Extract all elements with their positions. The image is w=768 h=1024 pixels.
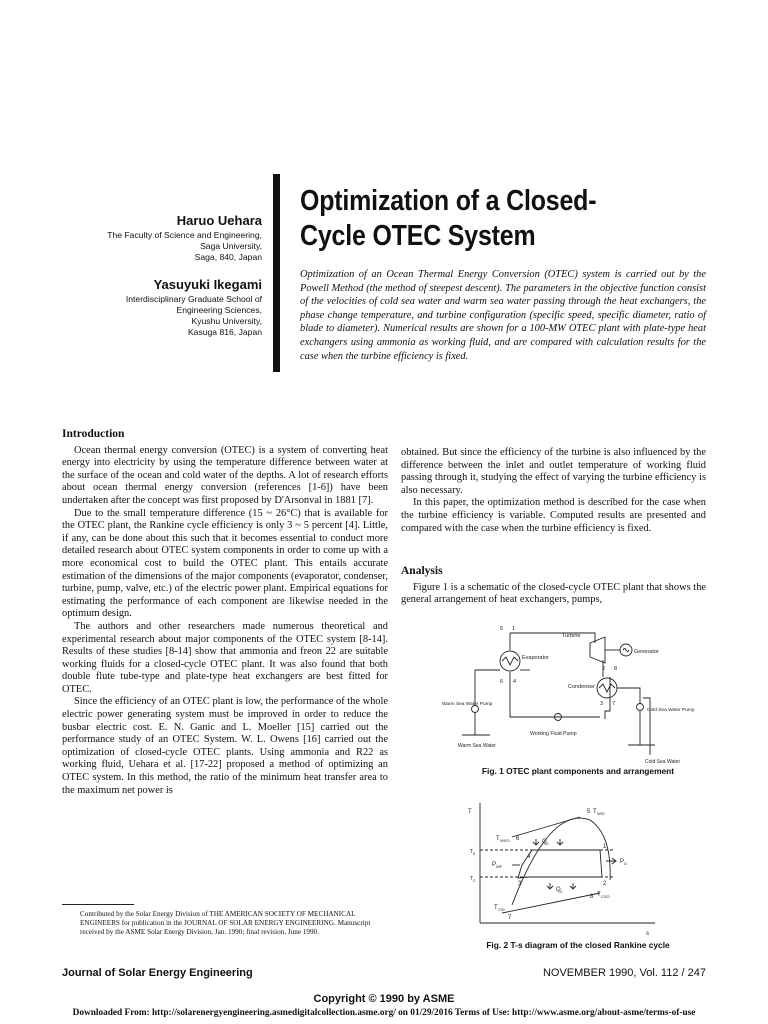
copyright: Copyright © 1990 by ASME <box>313 993 455 1005</box>
warm-water-line <box>475 670 500 705</box>
abstract: Optimization of an Ocean Thermal Energy Conversion (OTEC) system is carried out by the Powell Method (the method of steepest descent). The parameters in the objective function consist of the velocities of cold sea water and warm sea water passing through the heat exchangers, the phase change temperature, and turbine configuration (specific speed, specific diameter, ratio of blade to diameter). Numerical results are shown for a 100-MW OTEC plant with plate-type heat exchangers using ammonia as working fluid, and are compared with calculation results for the case when the turbine efficiency is fixed. <box>300 269 706 362</box>
author-2 <box>80 277 262 338</box>
cold-pump-circle <box>637 704 644 711</box>
paragraph: obtained. But since the efficiency of the turbine is also influenced by the difference between the inlet and outlet temperature of working fluid passing through it, studying the effect of varying the turbine efficiency is also necessary. <box>401 447 706 496</box>
paragraph: Since the efficiency of an OTEC plant is low, the performance of the whole electric power generating system must be improved in order to reduce the busbar electric cost. E. N. Ganic and L. Moeller [15] carried out the performance study of an OTEC System. W. L. Owens [16] carried out the optimization of closed-cycle OTEC plants. Using ammonia and R22 as working fluid, Uehara et al. [17-22] proposed a method of optimizing an OTEC system. In this method, the ratio of the minimum heat transfer area to the maximum net power is <box>62 696 388 796</box>
state-5: 5 <box>587 809 591 815</box>
footnote-rule <box>62 904 134 905</box>
label-qe: Q <box>542 839 547 845</box>
state-8: 8 <box>590 894 594 900</box>
author-name: Haruo Uehara <box>176 213 262 228</box>
cold-water-out <box>643 698 650 755</box>
label-tc-sub: C <box>473 879 476 883</box>
label-pwf: P <box>492 862 497 868</box>
label-cold-water: Cold Sea Water <box>645 759 681 765</box>
affiliation-line: Saga, 840, Japan <box>194 252 262 262</box>
figure-2-caption: Fig. 2 T-s diagram of the closed Rankine cycle <box>486 940 670 950</box>
label-pwf-sub: WF <box>496 864 503 869</box>
warm-water-line <box>512 817 580 837</box>
affiliation-line: Interdisciplinary Graduate School of <box>125 294 262 304</box>
state-6: 6 <box>500 679 504 685</box>
axis-label-t: T <box>468 809 472 815</box>
label-warm-water: Warm Sea Water <box>458 743 496 749</box>
label-tws: T <box>593 809 597 815</box>
state-7: 7 <box>612 701 616 707</box>
section-heading: Analysis <box>401 565 443 577</box>
label-cold-pump: Cold Sea Water Pump <box>647 708 695 713</box>
issue-info: NOVEMBER 1990, Vol. 112 / 247 <box>542 967 706 979</box>
state-2: 2 <box>602 666 606 672</box>
state-3: 3 <box>600 701 604 707</box>
paragraph: Ocean thermal energy conversion (OTEC) is a system of converting heat energy into electricity by using the temperature difference between water at the surface of the ocean and cold water of the depths. A lot of research efforts about ocean thermal energy conversion (references [1-6]) have been undertaken after the concept was first proposed by D'Arsonval in 1881 [7]. <box>62 444 388 506</box>
label-twso-sub: WSO <box>500 838 510 843</box>
pg-arrow <box>606 858 616 864</box>
download-notice: Downloaded From: http://solarenergyengineering.asmedigitalcollection.asme.org/ on 01/29/2016 Terms of Use: http://www.asme.org/about-asme/terms-of-use <box>72 1008 696 1018</box>
label-tcsi-sub: CSI <box>498 907 505 912</box>
state-2: 2 <box>603 881 607 887</box>
state-7: 7 <box>508 915 512 921</box>
state-8: 8 <box>614 666 618 672</box>
label-qc: Q <box>556 887 561 893</box>
label-tcsi: T <box>494 905 498 911</box>
label-evaporator: Evaporator <box>522 655 549 661</box>
evaporator-circle <box>500 651 520 671</box>
label-tws-sub: WSI <box>597 811 605 816</box>
warm-water-inlet <box>462 713 490 735</box>
axis-label-s: s <box>646 931 649 937</box>
figure-2-ts-diagram <box>440 795 710 940</box>
state-1: 1 <box>603 844 607 850</box>
affiliation-line: Kyushu University, <box>191 316 262 326</box>
label-twso: T <box>496 836 500 842</box>
cold-water-inlet <box>628 711 655 745</box>
figure-1-schematic <box>440 615 710 765</box>
section-heading: Introduction <box>62 428 125 440</box>
affiliation-line: The Faculty of Science and Engineering, <box>107 230 262 240</box>
label-fluid-pump: Working Fluid Pump <box>530 731 577 737</box>
journal-name: Journal of Solar Energy Engineering <box>62 967 253 979</box>
affiliation-line: Kasuga 816, Japan <box>187 327 262 337</box>
author-1 <box>80 213 262 263</box>
state-5: 5 <box>500 626 504 632</box>
introduction-section <box>62 428 388 797</box>
introduction-continuation <box>401 447 706 535</box>
label-qc-sub: C <box>560 889 563 894</box>
label-qe-sub: E <box>546 841 549 846</box>
qc-arrow <box>547 883 553 889</box>
label-tcso: T <box>597 892 601 898</box>
pipe <box>510 633 595 643</box>
title-rule <box>273 174 280 372</box>
condenser-coil <box>599 684 615 692</box>
paragraph: Due to the small temperature difference (15 ~ 26°C) that is available for the OTEC plant, the Rankine cycle efficiency is only 3 ~ 5 percent [4]. Little, if any, can be done about this such that it becomes essential to conduct more detailed research about OTEC system components in order to come up with a more economical cost to build the OTEC plant. This entails accurate estimation of the dimensions of the major components (evaporator, condenser, turbine, pump, valve, etc.) of the electric power plant. Empirical equations for estimating the performance of each component are likewise needed in the optimum design. <box>62 507 388 620</box>
condenser-circle <box>597 678 617 698</box>
label-turbine: Turbine <box>562 633 581 639</box>
turbine-shape <box>590 637 605 663</box>
label-generator: Generator <box>634 649 659 655</box>
paragraph: The authors and other researchers made numerous theoretical and experimental research about major components of the OTEC system [8-14]. Results of these studies [8-14] show that ammonia and freon 22 are suitable working fluids for a closed-cycle OTEC plant. It was also found that both double flute tube-type and plate-type heat exchangers are best fitted for OTEC. <box>62 620 388 695</box>
label-condenser: Condenser <box>568 684 595 690</box>
qe-arrow <box>557 839 563 845</box>
cold-water-line <box>617 688 640 703</box>
author-name: Yasuyuki Ikegami <box>153 277 262 292</box>
qe-arrow <box>533 839 539 845</box>
label-te: T <box>470 849 474 855</box>
state-4: 4 <box>527 854 531 860</box>
paragraph: Figure 1 is a schematic of the closed-cycle OTEC plant that shows the general arrangement of heat exchangers, pumps, <box>401 581 706 606</box>
affiliation-line: Saga University, <box>200 241 262 251</box>
footnote: Contributed by the Solar Energy Division of THE AMERICAN SOCIETY OF MECHANICAL ENGINEERS for publication in the JOURNAL OF SOLAR ENERGY ENGINEERING. Manuscript received by the ASME Solar Energy Division, Jan. 1990; final revision, June 1990. <box>80 910 371 937</box>
state-6: 6 <box>516 836 520 842</box>
label-pg: P <box>620 859 625 865</box>
label-tcso-sub: CSO <box>601 894 610 899</box>
label-warm-pump: Warm Sea Water Pump <box>442 702 493 707</box>
author-block <box>80 213 262 338</box>
state-4: 4 <box>513 679 517 685</box>
cold-water-line <box>502 893 600 913</box>
qc-arrow <box>570 883 576 889</box>
state-3: 3 <box>518 881 522 887</box>
paragraph: In this paper, the optimization method is described for the case when the turbine efficiency is variable. Computed results are presented and compared with the case when the turbine efficiency is fixed. <box>401 497 706 534</box>
label-tc: T <box>470 876 474 882</box>
evaporator-coil <box>502 657 518 665</box>
analysis-section <box>401 565 706 607</box>
page-title: Optimization of a Closed-Cycle OTEC System <box>300 185 597 252</box>
label-te-sub: E <box>473 852 476 856</box>
state-1: 1 <box>512 626 516 632</box>
generator-symbol <box>623 649 629 652</box>
figure-1-caption: Fig. 1 OTEC plant components and arrangement <box>481 766 675 776</box>
label-pg-sub: G <box>624 861 628 866</box>
affiliation-line: Engineering Sciences, <box>176 305 262 315</box>
